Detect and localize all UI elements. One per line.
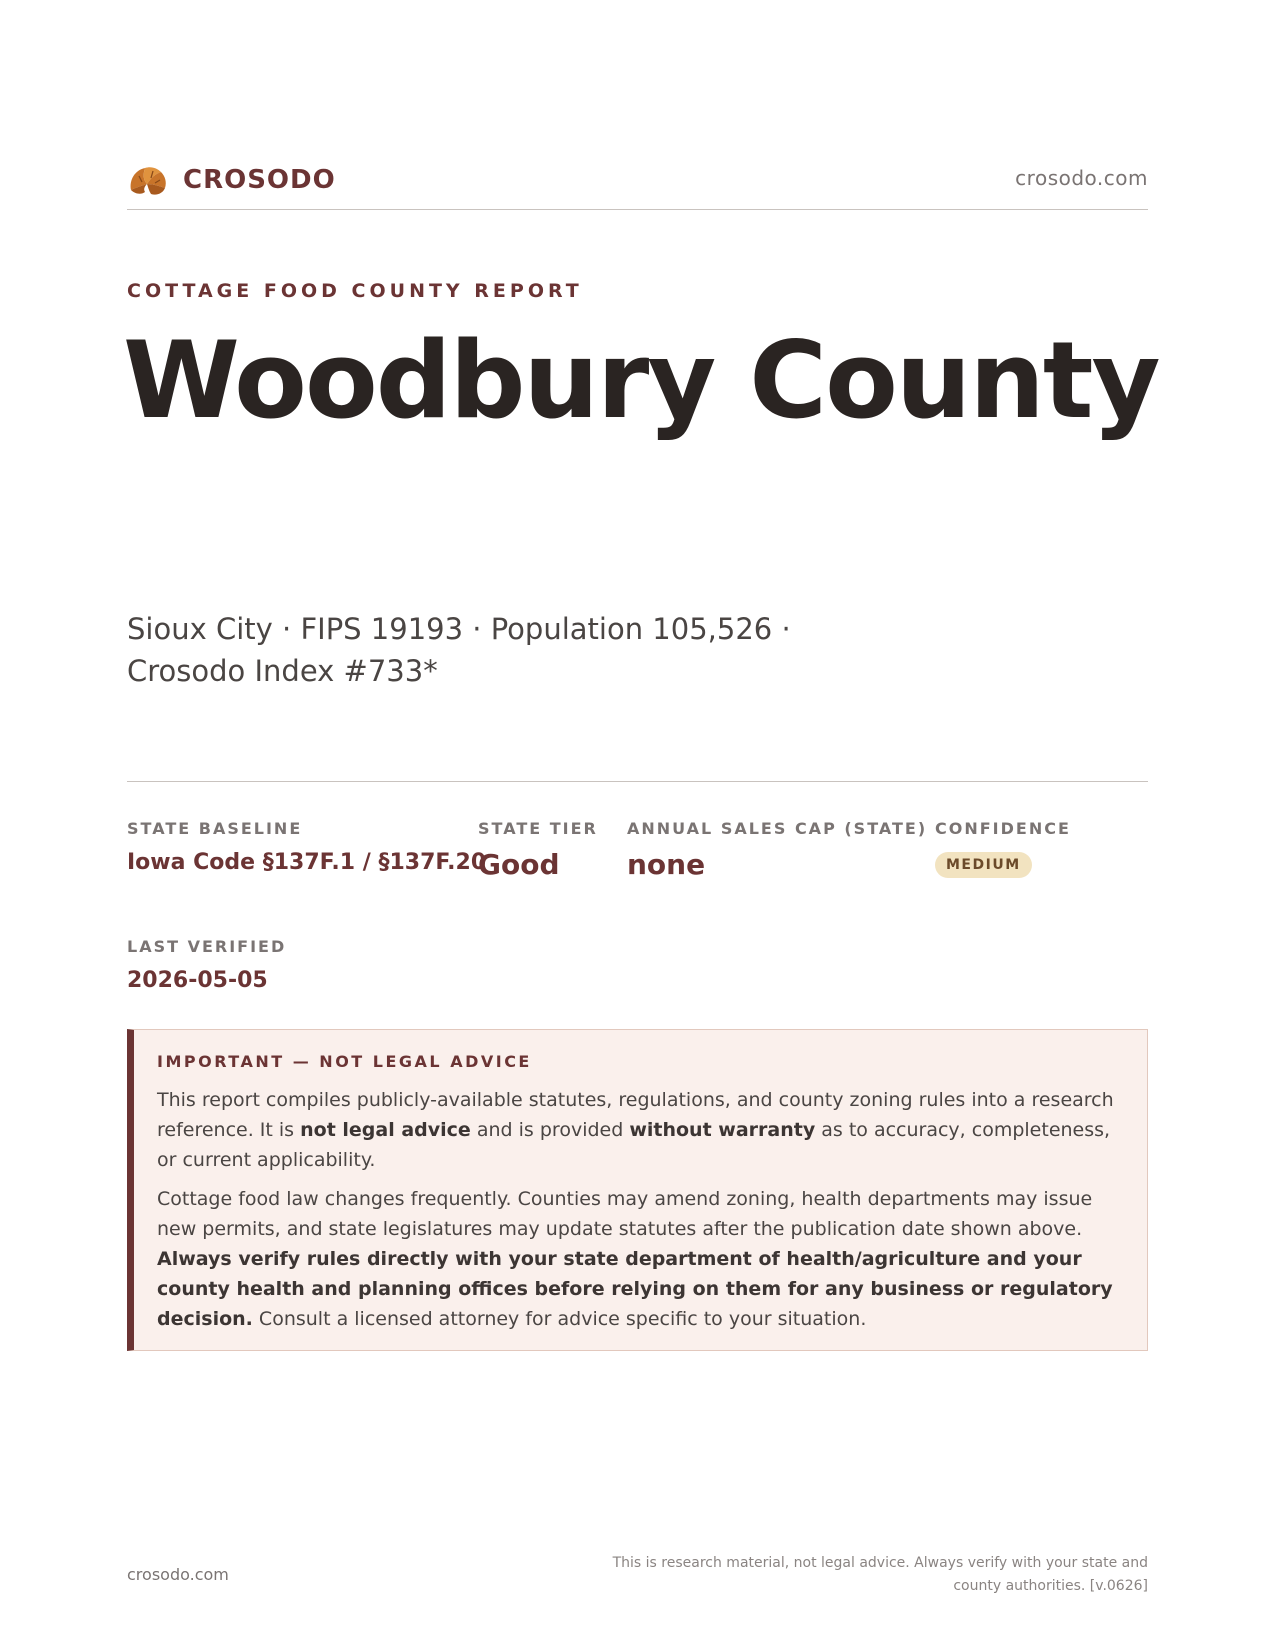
brand-name: CROSODO (183, 165, 336, 195)
section-divider (127, 781, 1148, 782)
notice-emphasis: not legal advice (300, 1119, 471, 1141)
legal-notice (127, 1029, 1148, 1351)
brand[interactable] (127, 160, 336, 200)
site-url-link[interactable]: crosodo.com (1015, 166, 1148, 190)
report-eyebrow: COTTAGE FOOD COUNTY REPORT (127, 280, 583, 302)
fact-confidence (935, 819, 1071, 878)
fact-label: CONFIDENCE (935, 819, 1071, 838)
fact-value: Iowa Code §137F.1 / §137F.20 (127, 850, 487, 875)
notice-paragraph (157, 1184, 1121, 1334)
notice-text: as to accuracy, completeness, or current applicability. (157, 1119, 1111, 1171)
fact-value: none (627, 848, 706, 881)
fact-last-verified (127, 937, 286, 993)
fact-value: Good (478, 848, 560, 881)
page-header (127, 158, 1148, 210)
notice-emphasis: Always verify rules directly with your state department of health/agriculture and your county health and planning offices before relying on them for any business or regulatory decision. (157, 1248, 1113, 1330)
notice-title: IMPORTANT — NOT LEGAL ADVICE (157, 1052, 532, 1071)
footer-site-link[interactable]: crosodo.com (127, 1565, 229, 1584)
fact-label: ANNUAL SALES CAP (STATE) (627, 819, 928, 838)
report-subtitle: Sioux City · FIPS 19193 · Population 105,526 · Crosodo Index #733* (127, 612, 791, 688)
footer-disclaimer: This is research material, not legal advice. Always verify with your state and county authorities. [v.0626] (612, 1555, 1148, 1594)
notice-text: Cottage food law changes frequently. Counties may amend zoning, health departments may issue new permits, and state legislatures may update statutes after the publication date shown above. (157, 1188, 1093, 1240)
notice-emphasis: without warranty (629, 1119, 816, 1141)
fact-state-baseline (127, 819, 486, 875)
notice-text: and is provided (470, 1119, 630, 1141)
fact-state-tier (478, 819, 598, 881)
notice-paragraph (157, 1085, 1121, 1175)
fact-annual-sales-cap (627, 819, 927, 881)
croissant-icon (127, 160, 169, 200)
report-page (123, 0, 1159, 1650)
notice-text: This report compiles publicly-available statutes, regulations, and county zoning rules into a research reference. It is (157, 1089, 1114, 1141)
fact-value: 2026-05-05 (127, 968, 268, 993)
fact-label: STATE TIER (478, 819, 598, 838)
confidence-badge: MEDIUM (935, 852, 1032, 878)
notice-text: Consult a licensed attorney for advice specific to your situation. (252, 1308, 867, 1330)
fact-label: LAST VERIFIED (127, 937, 287, 956)
page-title: Woodbury County (123, 319, 1159, 442)
fact-label: STATE BASELINE (127, 819, 303, 838)
